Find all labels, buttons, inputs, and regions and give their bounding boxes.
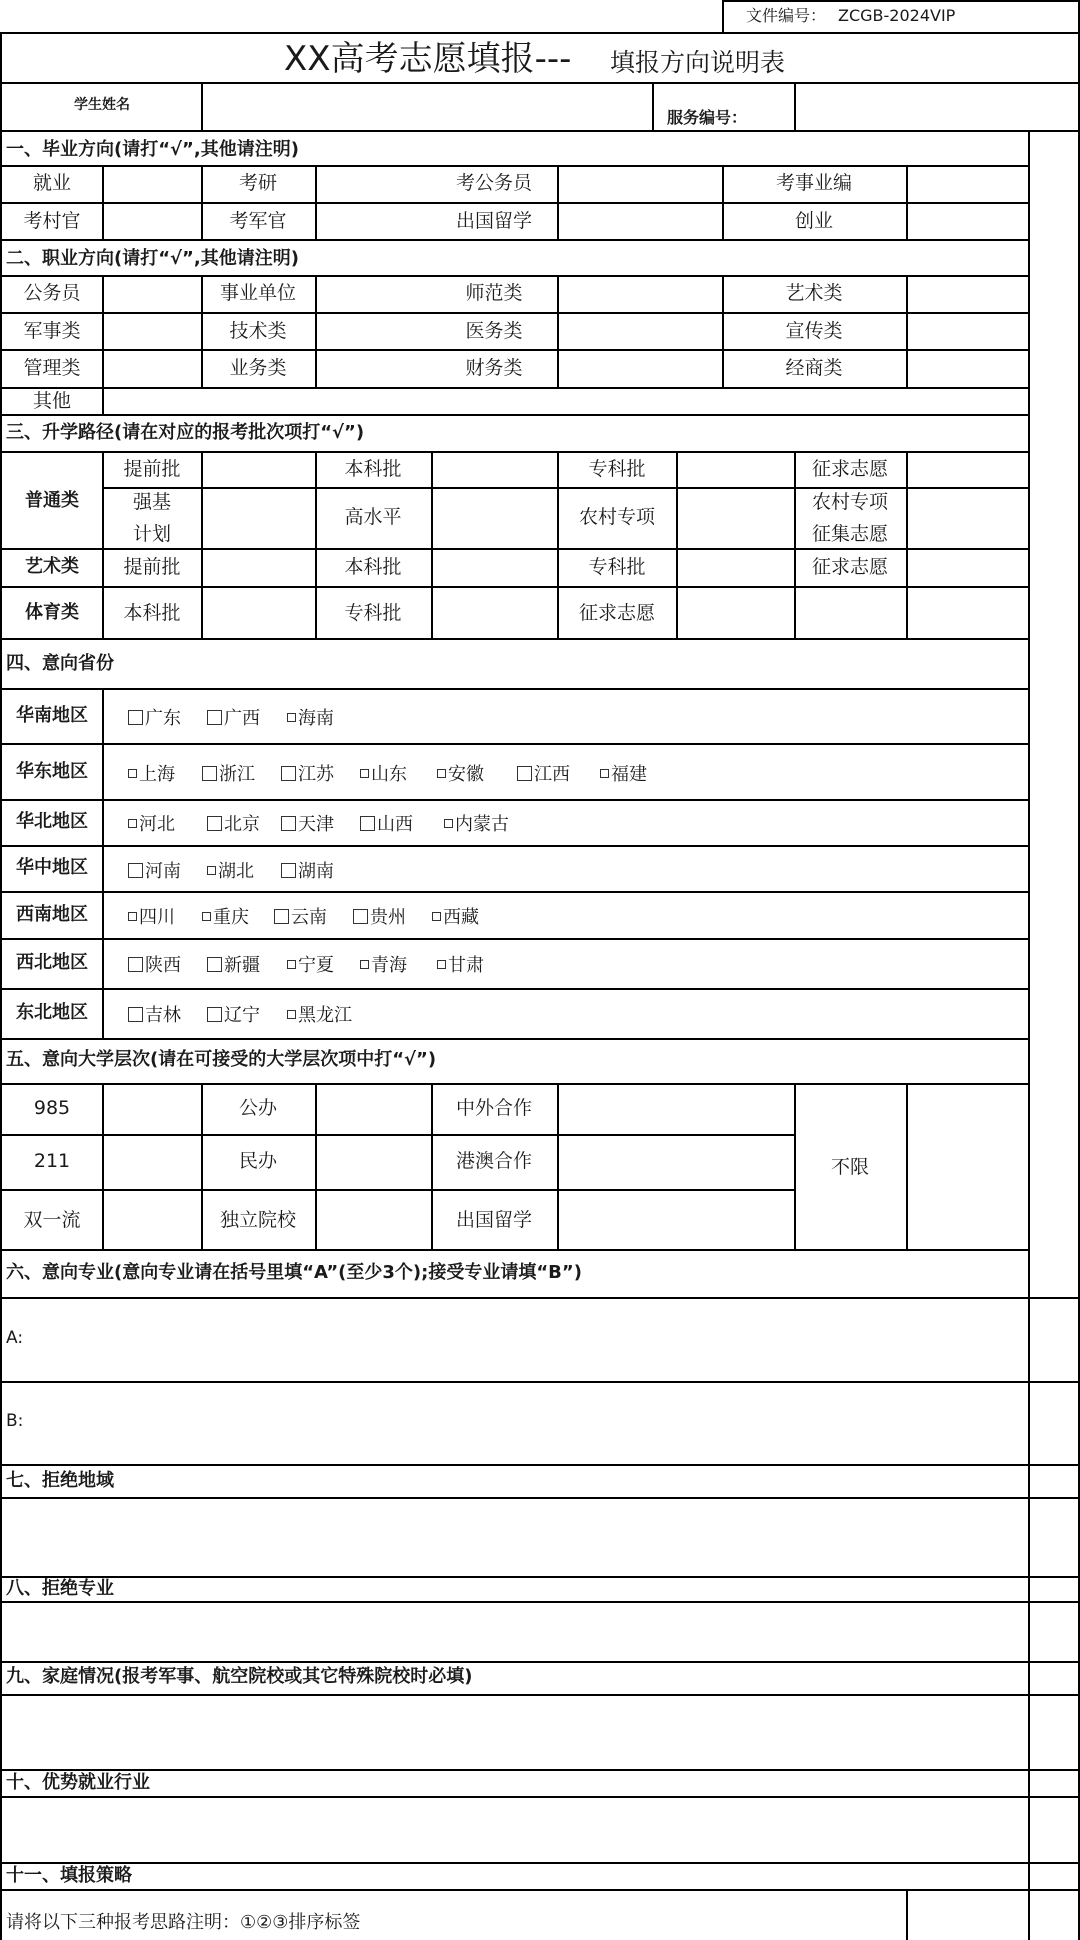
service-number-field[interactable] — [797, 85, 1027, 129]
student-name-field[interactable] — [204, 85, 650, 129]
section-1-heading: 一、毕业方向(请打“√”,其他请注明) — [6, 139, 299, 160]
province-checkbox[interactable]: 江西 — [517, 760, 570, 786]
uni-level-label: 民办 — [238, 1150, 278, 1172]
uni-level-label: 出国留学 — [455, 1209, 533, 1231]
province-checkbox[interactable]: 山西 — [360, 810, 413, 836]
batch-label: 本科批 — [344, 458, 402, 480]
checkbox-icon — [353, 909, 368, 924]
province-checkbox[interactable]: 辽宁 — [207, 1001, 260, 1027]
major-b-label: B: — [6, 1411, 24, 1431]
checkbox-icon — [360, 816, 375, 831]
checkbox-icon — [207, 710, 222, 725]
batch-label: 提前批 — [123, 556, 181, 578]
province-checkbox[interactable]: 天津 — [281, 810, 334, 836]
grad-option-label: 考事业编 — [775, 172, 853, 194]
province-checkbox[interactable]: 青海 — [360, 951, 407, 977]
province-checkbox[interactable]: 陕西 — [128, 951, 181, 977]
path-category-label: 普通类 — [25, 490, 79, 511]
career-option-label: 师范类 — [465, 282, 523, 304]
batch-label: 农村专项 — [811, 491, 889, 513]
career-option-label: 医务类 — [465, 320, 523, 342]
career-option-label: 经商类 — [785, 357, 843, 379]
province-checkbox[interactable]: 宁夏 — [287, 951, 334, 977]
advantage-industry-field[interactable] — [3, 1799, 1026, 1861]
checkbox-icon — [202, 766, 217, 781]
section-9-heading: 九、家庭情况(报考军事、航空院校或其它特殊院校时必填) — [6, 1666, 473, 1687]
checkbox-icon — [207, 816, 222, 831]
province-checkbox[interactable]: 山东 — [360, 760, 407, 786]
batch-label: 强基 — [132, 491, 172, 513]
batch-label: 本科批 — [123, 602, 181, 624]
uni-level-label: 独立院校 — [219, 1209, 297, 1231]
province-checkbox[interactable]: 吉林 — [128, 1001, 181, 1027]
checkbox-icon — [207, 957, 222, 972]
uni-level-unlimited-label: 不限 — [830, 1156, 870, 1178]
province-checkbox[interactable]: 浙江 — [202, 760, 255, 786]
region-label: 华南地区 — [16, 705, 88, 726]
uni-level-label: 985 — [33, 1097, 71, 1119]
uni-level-label: 211 — [33, 1150, 71, 1172]
province-checkbox[interactable]: 河南 — [128, 857, 181, 883]
family-situation-field[interactable] — [3, 1697, 1026, 1768]
uni-level-label: 港澳合作 — [455, 1150, 533, 1172]
grad-option-label: 创业 — [794, 210, 834, 232]
student-name-label: 学生姓名 — [74, 97, 130, 113]
uni-level-label: 公办 — [238, 1097, 278, 1119]
doc-number-label: 文件编号： — [746, 6, 827, 25]
province-checkbox[interactable]: 上海 — [128, 760, 175, 786]
batch-label: 计划 — [132, 523, 172, 545]
major-b-field[interactable] — [30, 1384, 1025, 1463]
checkbox-icon — [202, 912, 211, 921]
section-2-heading: 二、职业方向(请打“√”,其他请注明) — [6, 248, 299, 269]
section-4-heading: 四、意向省份 — [6, 653, 114, 674]
checkbox-icon — [281, 863, 296, 878]
section-6-heading: 六、意向专业(意向专业请在括号里填“A”(至少3个);接受专业请填“B”) — [6, 1262, 582, 1283]
checkbox-icon — [517, 766, 532, 781]
checkbox-icon — [437, 960, 446, 969]
province-checkbox[interactable]: 江苏 — [281, 760, 334, 786]
region-label: 西南地区 — [16, 904, 88, 925]
checkbox-icon — [207, 1007, 222, 1022]
checkbox-icon — [432, 912, 441, 921]
career-option-label: 管理类 — [23, 357, 81, 379]
section-10-heading: 十、优势就业行业 — [6, 1772, 150, 1793]
form-title-sub: 填报方向说明表 — [610, 48, 786, 77]
province-checkbox[interactable]: 甘肃 — [437, 951, 484, 977]
province-checkbox[interactable]: 四川 — [128, 903, 175, 929]
batch-label: 征集志愿 — [811, 523, 889, 545]
rejected-majors-field[interactable] — [3, 1604, 1026, 1660]
grad-option-label: 考村官 — [23, 210, 81, 232]
section-8-heading: 八、拒绝专业 — [6, 1578, 114, 1599]
checkbox-icon — [281, 766, 296, 781]
section-3-heading: 三、升学路径(请在对应的报考批次项打“√”) — [6, 422, 365, 443]
checkbox-icon — [287, 713, 296, 722]
checkbox-icon — [128, 957, 143, 972]
section-5-heading: 五、意向大学层次(请在可接受的大学层次项中打“√”) — [6, 1049, 437, 1070]
uni-level-label: 双一流 — [23, 1209, 81, 1231]
province-checkbox[interactable]: 云南 — [274, 903, 327, 929]
region-label: 华北地区 — [16, 811, 88, 832]
province-checkbox[interactable]: 湖南 — [281, 857, 334, 883]
checkbox-icon — [360, 960, 369, 969]
career-option-label: 公务员 — [23, 282, 81, 304]
province-checkbox[interactable]: 内蒙古 — [444, 810, 509, 836]
grad-option-label: 考公务员 — [455, 172, 533, 194]
province-checkbox[interactable]: 广东 — [128, 704, 181, 730]
career-option-label: 财务类 — [465, 357, 523, 379]
uni-level-label: 中外合作 — [455, 1097, 533, 1119]
career-other-label: 其他 — [32, 390, 72, 412]
career-option-label: 宣传类 — [785, 320, 843, 342]
batch-label: 专科批 — [344, 602, 402, 624]
section-7-heading: 七、拒绝地域 — [6, 1470, 114, 1491]
checkbox-icon — [281, 816, 296, 831]
batch-label: 专科批 — [588, 556, 646, 578]
province-checkbox[interactable]: 河北 — [128, 810, 175, 836]
checkbox-icon — [287, 960, 296, 969]
batch-label: 征求志愿 — [811, 458, 889, 480]
major-a-label: A: — [6, 1328, 24, 1348]
checkbox-icon — [128, 769, 137, 778]
section-11-heading: 十一、填报策略 — [6, 1865, 132, 1886]
checkbox-icon — [437, 769, 446, 778]
region-label: 东北地区 — [16, 1002, 88, 1023]
region-label: 华中地区 — [16, 857, 88, 878]
strategy-note: 请将以下三种报考思路注明：①②③排序标签 — [6, 1912, 361, 1933]
province-checkbox[interactable]: 广西 — [207, 704, 260, 730]
province-checkbox[interactable]: 北京 — [207, 810, 260, 836]
checkbox-icon — [128, 710, 143, 725]
batch-label: 提前批 — [123, 458, 181, 480]
grad-option-label: 就业 — [32, 172, 72, 194]
batch-label: 征求志愿 — [578, 602, 656, 624]
grad-option-label: 考研 — [238, 172, 278, 194]
province-checkbox[interactable]: 安徽 — [437, 760, 484, 786]
path-category-label: 体育类 — [25, 602, 79, 623]
service-number-label: 服务编号： — [667, 108, 748, 127]
checkbox-icon — [444, 819, 453, 828]
checkbox-icon — [600, 769, 609, 778]
form-title-main: XX高考志愿填报--- — [284, 39, 572, 79]
grad-option-label: 出国留学 — [455, 210, 533, 232]
region-label: 西北地区 — [16, 952, 88, 973]
checkbox-icon — [128, 912, 137, 921]
path-category-label: 艺术类 — [25, 556, 79, 577]
province-checkbox[interactable]: 福建 — [600, 760, 647, 786]
checkbox-icon — [274, 909, 289, 924]
major-a-field[interactable] — [30, 1300, 1025, 1380]
career-option-label: 技术类 — [229, 320, 287, 342]
checkbox-icon — [128, 819, 137, 828]
career-option-label: 军事类 — [23, 320, 81, 342]
province-checkbox[interactable]: 湖北 — [207, 857, 254, 883]
rejected-regions-field[interactable] — [3, 1500, 1026, 1575]
checkbox-icon — [360, 769, 369, 778]
checkbox-icon — [128, 1007, 143, 1022]
checkbox-icon — [128, 863, 143, 878]
batch-label: 本科批 — [344, 556, 402, 578]
batch-label: 专科批 — [588, 458, 646, 480]
career-option-label: 艺术类 — [785, 282, 843, 304]
grad-option-label: 考军官 — [229, 210, 287, 232]
career-option-label: 事业单位 — [219, 282, 297, 304]
checkbox-icon — [287, 1010, 296, 1019]
batch-label: 高水平 — [344, 506, 402, 528]
career-option-label: 业务类 — [229, 357, 287, 379]
province-checkbox[interactable]: 贵州 — [353, 903, 406, 929]
batch-label: 征求志愿 — [811, 556, 889, 578]
province-checkbox[interactable]: 重庆 — [202, 903, 249, 929]
batch-label: 农村专项 — [578, 506, 656, 528]
province-checkbox[interactable]: 海南 — [287, 704, 334, 730]
doc-number: ZCGB-2024VIP — [838, 6, 956, 25]
region-label: 华东地区 — [16, 761, 88, 782]
province-checkbox[interactable]: 黑龙江 — [287, 1001, 352, 1027]
province-checkbox[interactable]: 新疆 — [207, 951, 260, 977]
checkbox-icon — [207, 866, 216, 875]
province-checkbox[interactable]: 西藏 — [432, 903, 479, 929]
